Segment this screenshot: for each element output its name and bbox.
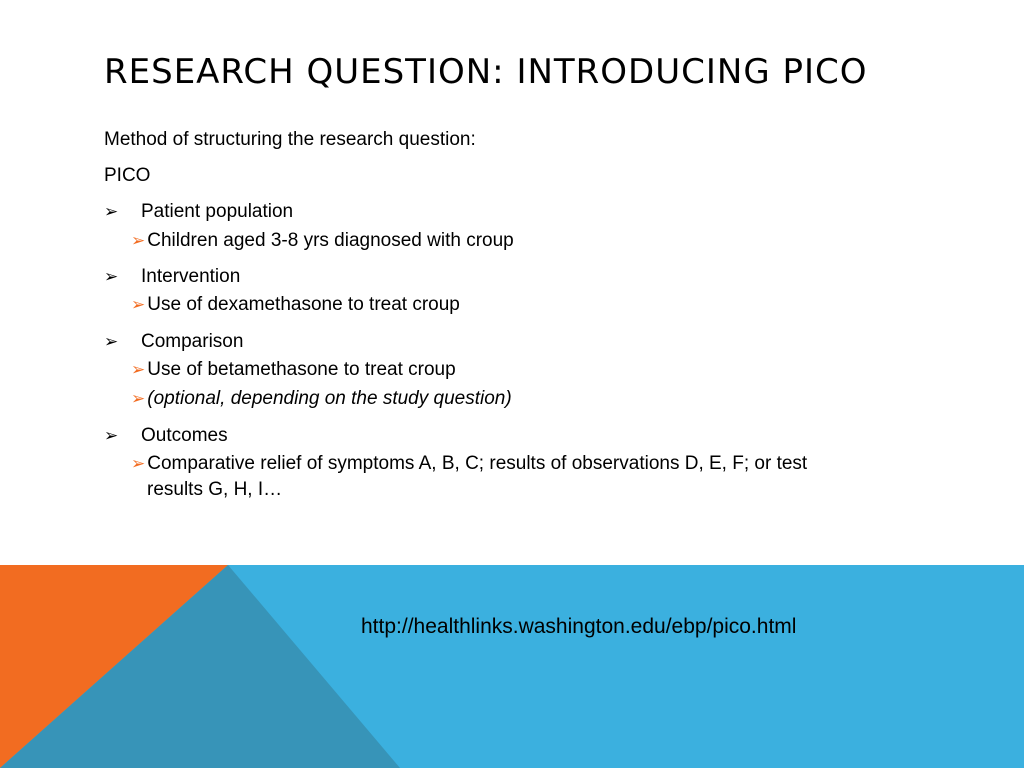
category-label: Comparison — [141, 331, 244, 352]
list-item-text: Children aged 3-8 yrs diagnosed with croup — [147, 230, 514, 251]
arrow-bullet-icon: ➢ — [104, 267, 119, 286]
arrow-bullet-icon: ➢ — [104, 202, 119, 221]
list-item-text: Use of dexamethasone to treat croup — [147, 294, 460, 315]
arrow-bullet-icon: ➢ — [131, 295, 146, 314]
list-item — [131, 452, 807, 476]
list-item — [131, 387, 512, 411]
category-label: Patient population — [141, 201, 294, 222]
arrow-bullet-icon: ➢ — [104, 426, 119, 445]
acronym-text: PICO — [104, 165, 151, 186]
arrow-bullet-icon: ➢ — [131, 231, 146, 250]
slide-title: RESEARCH QUESTION: INTRODUCING PICO — [104, 52, 868, 92]
list-item-text: (optional, depending on the study question) — [147, 388, 512, 409]
intro-text: Method of structuring the research question: — [104, 129, 476, 150]
list-item-text: Comparative relief of symptoms A, B, C; results of observations D, E, F; or test — [147, 453, 808, 474]
category-label: Intervention — [141, 266, 241, 287]
category-label: Outcomes — [141, 425, 228, 446]
footer-banner — [0, 565, 1024, 768]
list-item — [131, 229, 514, 253]
list-item — [131, 293, 460, 317]
list-item-text-continued: results G, H, I… — [147, 479, 283, 500]
source-url: http://healthlinks.washington.edu/ebp/pico.html — [361, 615, 797, 638]
arrow-bullet-icon: ➢ — [131, 389, 146, 408]
list-item — [131, 358, 456, 382]
list-item-text: Use of betamethasone to treat croup — [147, 359, 456, 380]
arrow-bullet-icon: ➢ — [131, 454, 146, 473]
arrow-bullet-icon: ➢ — [104, 332, 119, 351]
arrow-bullet-icon: ➢ — [131, 360, 146, 379]
